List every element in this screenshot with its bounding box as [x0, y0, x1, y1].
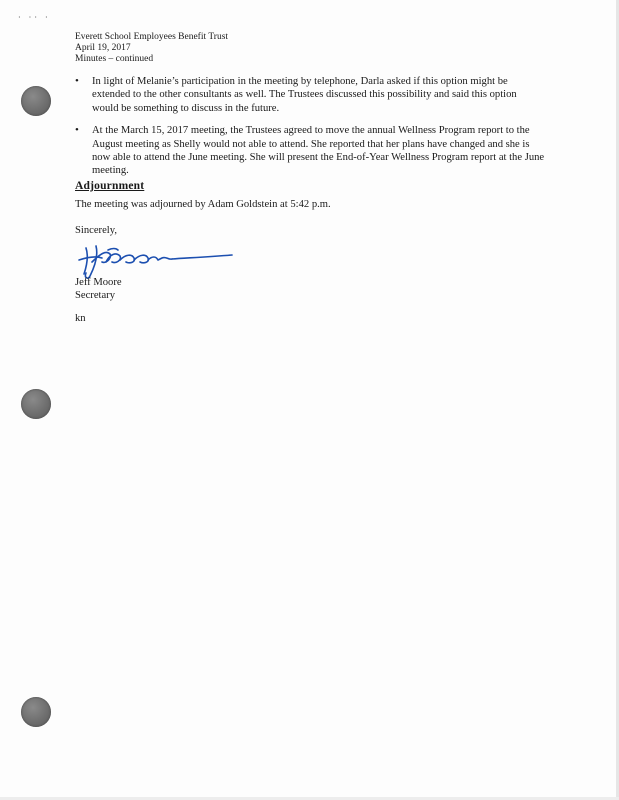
typist-initials: kn: [75, 313, 86, 324]
header-subtitle: Minutes – continued: [75, 54, 154, 64]
hole-punch-top: [21, 86, 51, 116]
adjournment-heading: Adjournment: [75, 180, 145, 192]
bullet-list: [75, 75, 545, 187]
header-date: April 19, 2017: [75, 43, 131, 53]
bullet-item: • At the March 15, 2017 meeting, the Trustees agreed to move the annual Wellness Program report to the August meeting as Shelly would not able to attend. She reported that her plans have changed and she is now able to attend the June meeting. She will present the End-of-Year Wellness Program report at the June meeting.: [75, 124, 545, 178]
signer-name: Jeff Moore: [75, 277, 122, 288]
scan-specks: · ·· ·: [18, 13, 51, 22]
bullet-item: • In light of Melanie’s participation in the meeting by telephone, Darla asked if this option might be extended to the other consultants as well. The Trustees discussed this possibility and said this option would be something to discuss in the future.: [75, 75, 545, 115]
adjournment-text: The meeting was adjourned by Adam Goldstein at 5:42 p.m.: [75, 199, 331, 210]
header-organization: Everett School Employees Benefit Trust: [75, 32, 229, 42]
running-header: [75, 32, 228, 65]
hole-punch-middle: [21, 389, 51, 419]
signature-image: [76, 240, 236, 280]
hole-punch-bottom: [21, 697, 51, 727]
closing-salutation: Sincerely,: [75, 225, 117, 236]
signer-title: Secretary: [75, 290, 115, 301]
